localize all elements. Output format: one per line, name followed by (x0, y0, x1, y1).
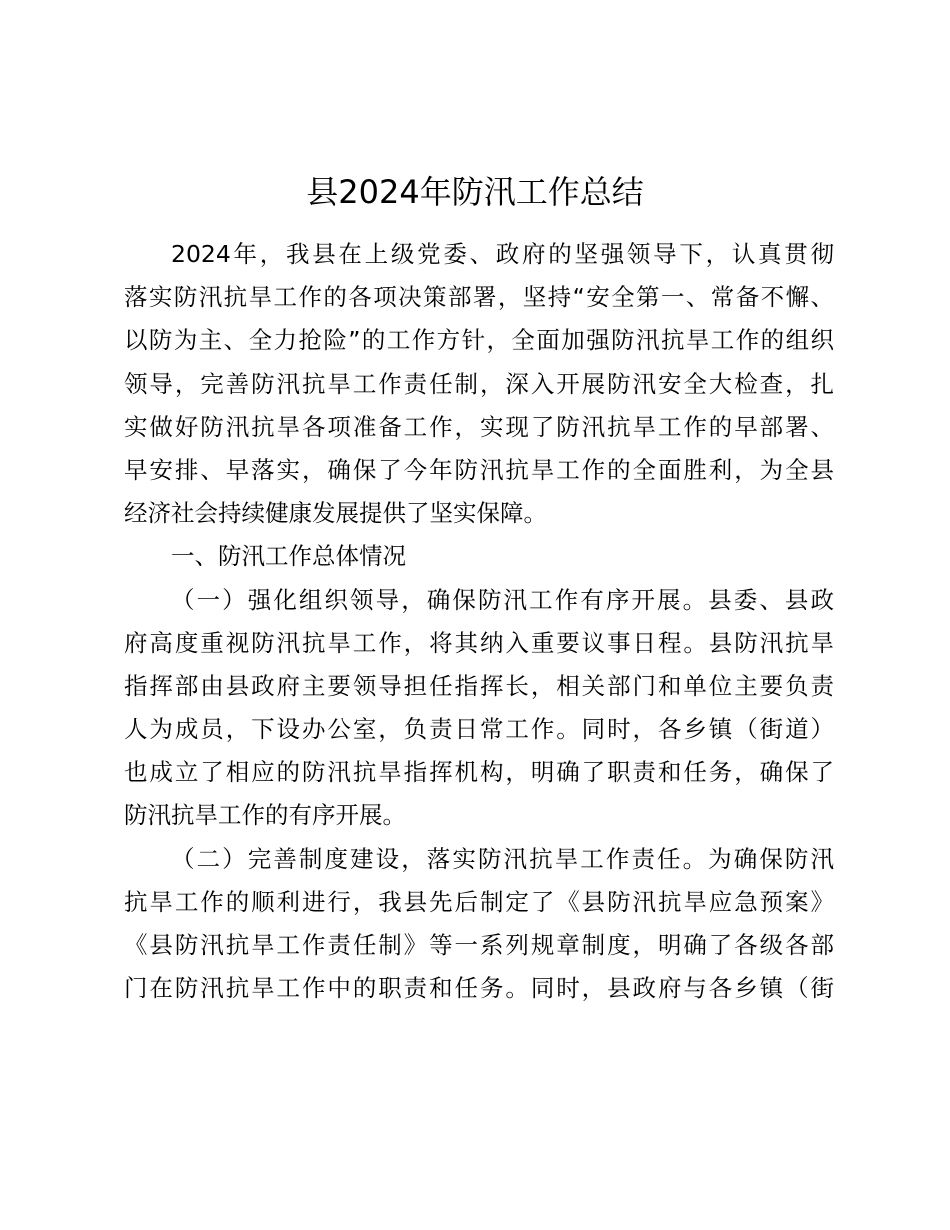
paragraph-line: 2024年，我县在上级党委、政府的坚强领导下，认真贯彻 (171, 240, 834, 268)
document-body (124, 233, 834, 1010)
paragraph-line: 早安排、早落实，确保了今年防汛抗旱工作的全面胜利，为全县 (124, 455, 834, 484)
paragraph-line: 指挥部由县政府主要领导担任指挥长，相关部门和单位主要负责 (124, 671, 834, 700)
paragraph-line: （二）完善制度建设，落实防汛抗旱工作责任。为确保防汛 (171, 844, 834, 873)
paragraph-line: 门在防汛抗旱工作中的职责和任务。同时，县政府与各乡镇（街 (124, 974, 834, 1003)
paragraph-line: 落实防汛抗旱工作的各项决策部署，坚持“安全第一、常备不懈、 (124, 283, 834, 312)
paragraph-line: 府高度重视防汛抗旱工作，将其纳入重要议事日程。县防汛抗旱 (124, 628, 834, 657)
paragraph-line: （一）强化组织领导，确保防汛工作有序开展。县委、县政 (171, 585, 834, 614)
paragraph-line: 经济社会持续健康发展提供了坚实保障。 (124, 499, 547, 528)
paragraph-line: 防汛抗旱工作的有序开展。 (124, 801, 406, 830)
paragraph-line: 也成立了相应的防汛抗旱指挥机构，明确了职责和任务，确保了 (124, 758, 834, 787)
paragraph-line: 抗旱工作的顺利进行，我县先后制定了《县防汛抗旱应急预案》 (124, 887, 834, 916)
paragraph-line: 一、防汛工作总体情况 (171, 542, 406, 571)
paragraph-line: 领导，完善防汛抗旱工作责任制，深入开展防汛安全大检查，扎 (124, 369, 834, 398)
paragraph-line: 以防为主、全力抢险”的工作方针，全面加强防汛抗旱工作的组织 (124, 326, 834, 355)
paragraph-line: 人为成员，下设办公室，负责日常工作。同时，各乡镇（街道） (124, 715, 834, 744)
paragraph-line: 实做好防汛抗旱各项准备工作，实现了防汛抗旱工作的早部署、 (124, 412, 834, 441)
document-title: 县2024年防汛工作总结 (306, 173, 644, 211)
paragraph-line: 《县防汛抗旱工作责任制》等一系列规章制度，明确了各级各部 (124, 931, 834, 959)
